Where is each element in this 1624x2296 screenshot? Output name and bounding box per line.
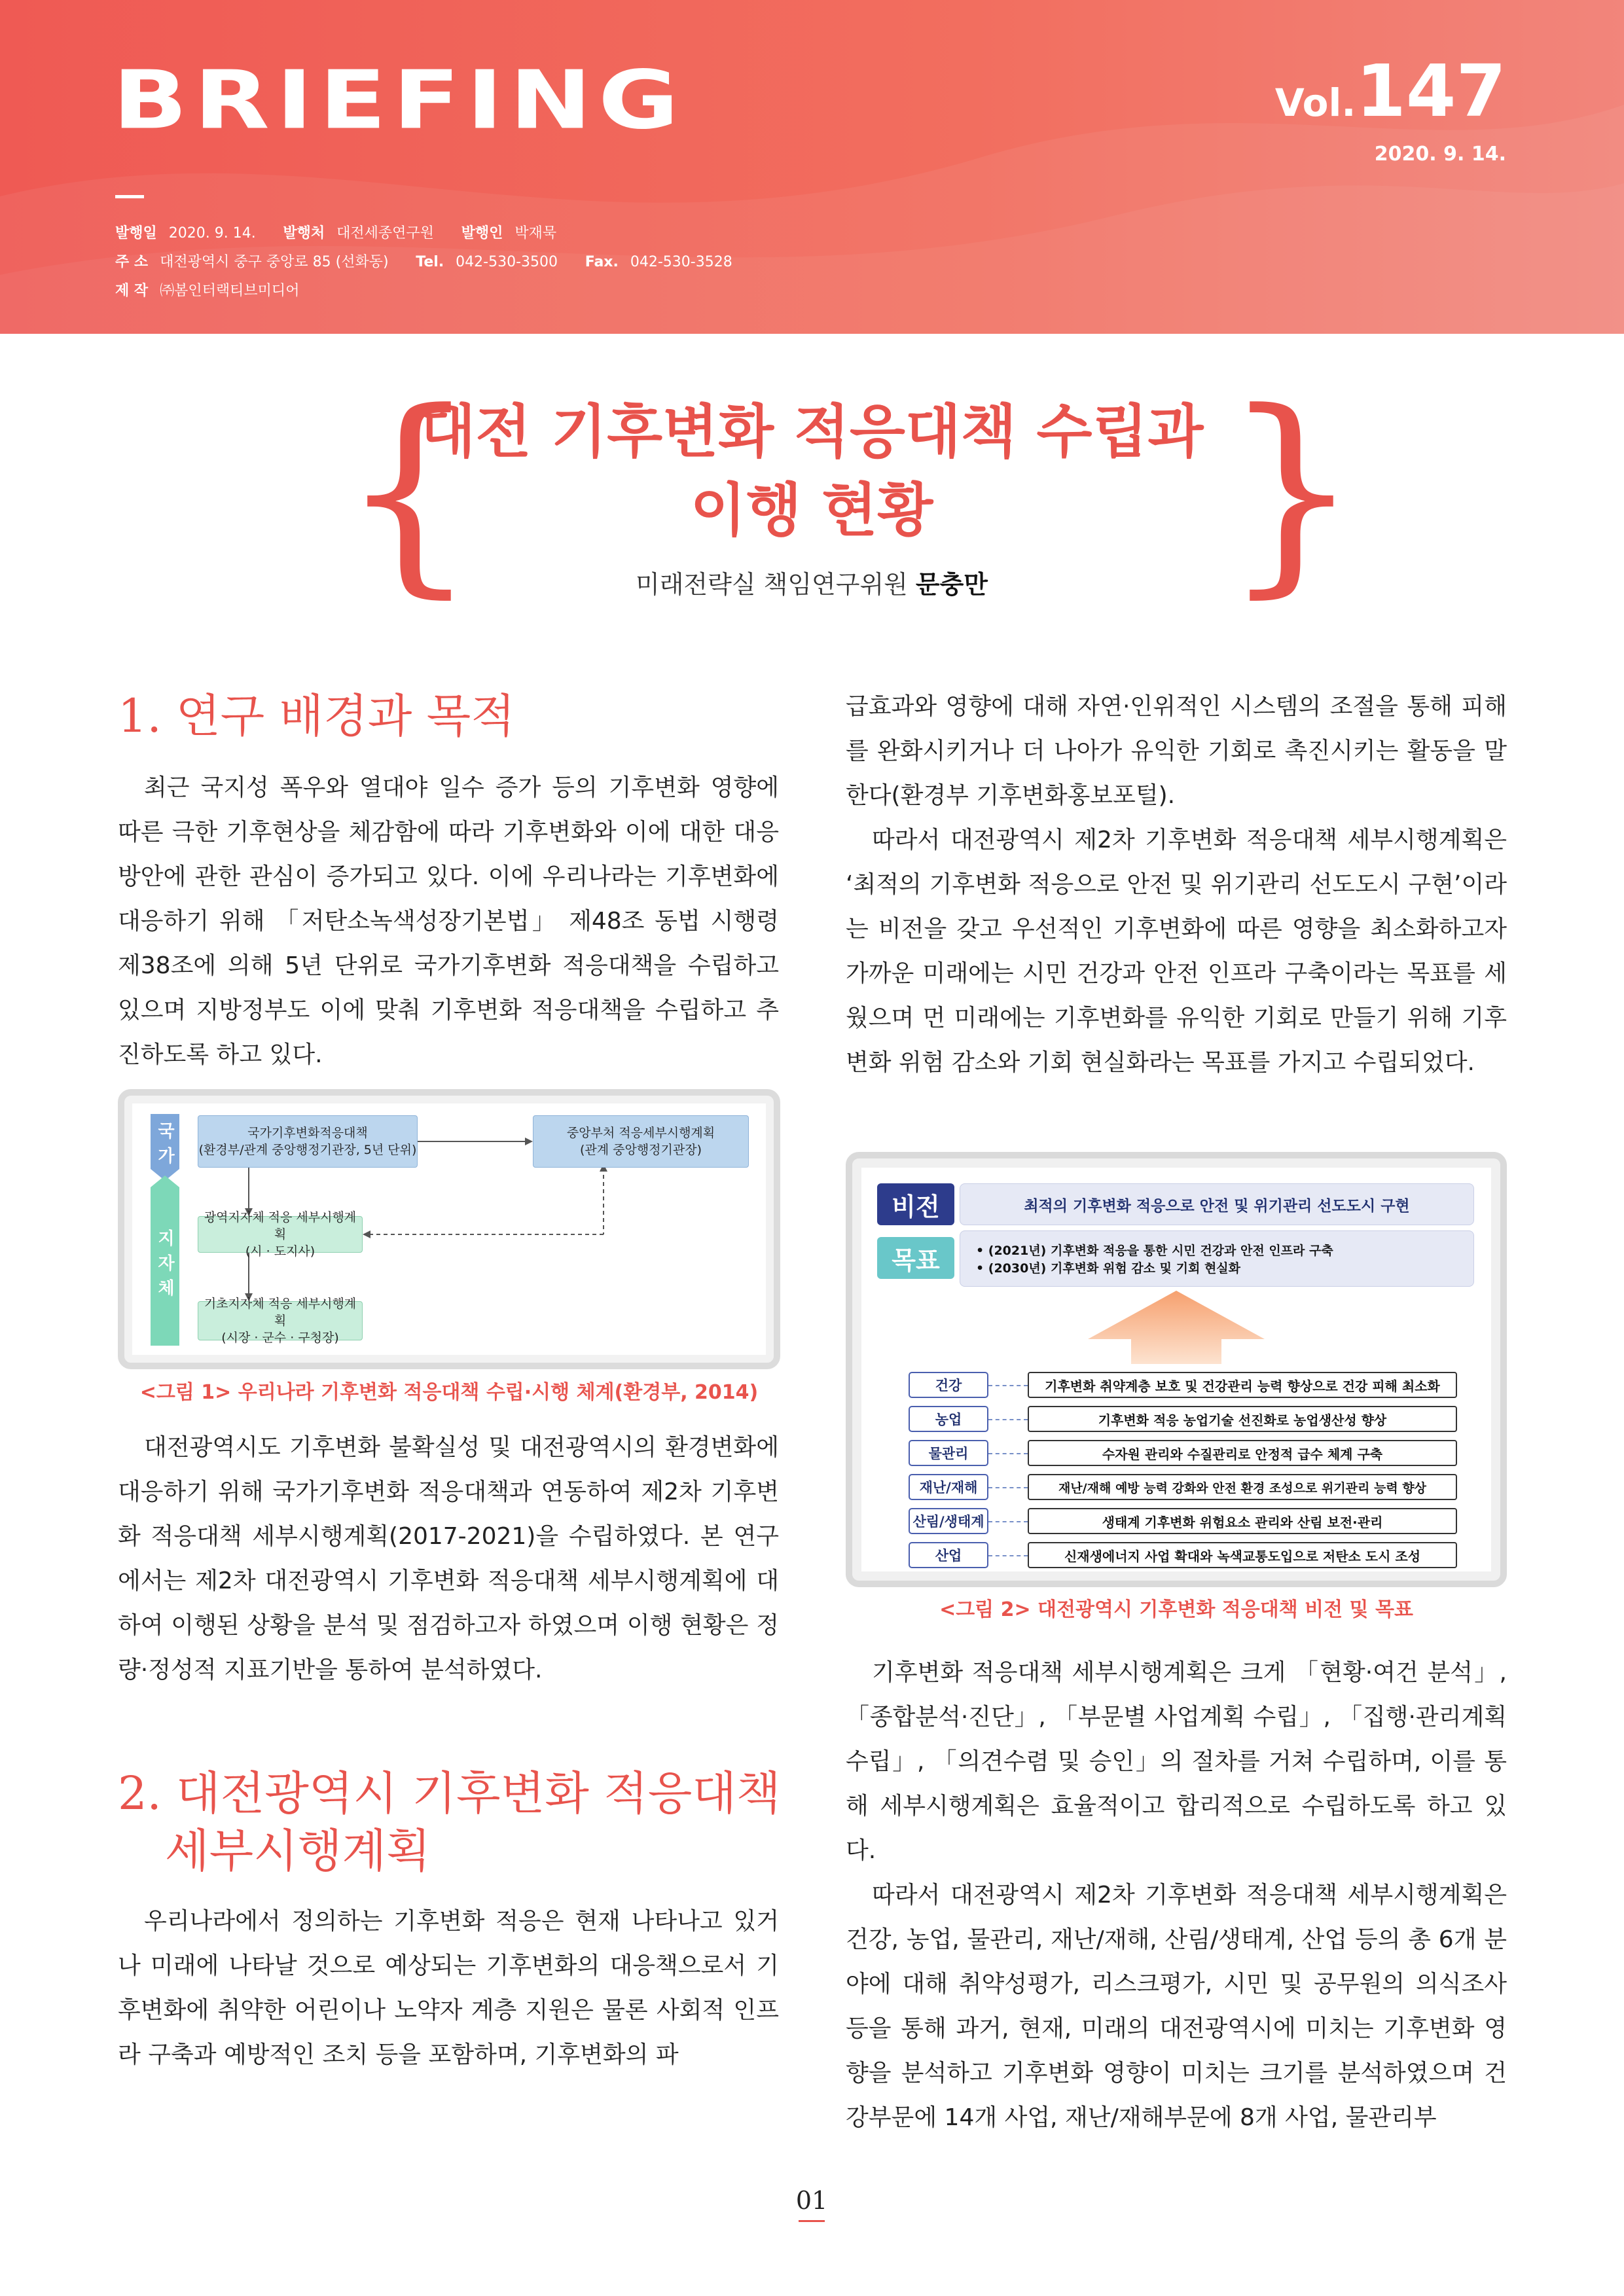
box-metro-line2: (시 · 도지사) xyxy=(245,1244,316,1259)
goal-label: 목표 xyxy=(877,1237,954,1279)
pub-value: 042-530-3528 xyxy=(630,254,732,270)
paragraph: 급효과와 영향에 대해 자연·인위적인 시스템의 조절을 통해 피해를 완화시키거나 더 나아가 유익한 기회로 촉진시키는 활동을 말한다(환경부 기후변화홍보포털). xyxy=(846,693,1507,809)
figure-1 xyxy=(118,1089,780,1369)
box-national-line2: (환경부/관계 중앙행정기관장, 5년 단위) xyxy=(198,1143,417,1157)
title-line-2: 이행 현황 xyxy=(690,476,933,544)
masthead xyxy=(0,0,1624,334)
paragraph: 대전광역시도 기후변화 불확실성 및 대전광역시의 환경변화에 대응하기 위해 국가기후변화 적응대책과 연동하여 제2차 기후변화 적응대책 세부시행계획(2017-2021)을 수립하였다. 본 연구에서는 제2차 대전광역시 기후변화 적응대책 세부시행계획에 대하여 이행된 상황을 분석 및 점검하고자 하였으며 이행 현황은 정량·정성적 지표기반을 통하여 분석하였다. xyxy=(118,1434,779,1683)
pub-value: 대전세종연구원 xyxy=(336,225,434,242)
section-2-heading xyxy=(118,1765,781,1880)
row-connector xyxy=(988,1419,1028,1420)
pub-label: Fax. xyxy=(585,254,619,270)
row-connector xyxy=(988,1487,1028,1488)
page-number-underline xyxy=(799,2220,825,2222)
category-industry: 산업 xyxy=(909,1542,988,1568)
pub-line-1 xyxy=(115,219,755,248)
vision-text: 최적의 기후변화 적응으로 안전 및 위기관리 선도도시 구현 xyxy=(960,1183,1474,1225)
volume-number xyxy=(1274,49,1506,133)
pub-label: 발행인 xyxy=(461,225,503,242)
paragraph: 따라서 대전광역시 제2차 기후변화 적응대책 세부시행계획은 ‘최적의 기후변화 적응으로 안전 및 위기관리 선도도시 구현’이라는 비전을 갖고 우선적인 기후변화에 따른 영향을 최소화하고자 가까운 미래에는 시민 건강과 안전 인프라 구축이라는 목표를 세웠으며 먼 미래에는 기후변화를 유익한 기회로 만들기 위해 기후변화 위험 감소와 기회 현실화라는 목표를 가지고 수립되었다. xyxy=(846,827,1507,1076)
issue-date: 2020. 9. 14. xyxy=(1374,143,1506,166)
author-name: 문충만 xyxy=(915,570,988,599)
box-basic-line2: (시장 · 군수 · 구청장) xyxy=(221,1331,339,1345)
figure-1-caption: <그림 1> 우리나라 기후변화 적응대책 수립·시행 체계(환경부, 2014) xyxy=(139,1381,759,1404)
section-2-heading-line2: 세부시행계획 xyxy=(165,1824,431,1878)
row-industry: 신재생에너지 사업 확대와 녹색교통도입으로 저탄소 도시 조성 xyxy=(1028,1542,1457,1568)
row-connector xyxy=(988,1555,1028,1556)
briefing-logo: BRIEFING xyxy=(113,54,686,147)
left-brace-decoration: { xyxy=(340,365,478,617)
row-disaster: 재난/재해 예방 능력 강화와 안전 환경 조성으로 위기관리 능력 향상 xyxy=(1028,1474,1457,1500)
row-connector xyxy=(988,1521,1028,1522)
row-water: 수자원 관리와 수질관리로 안정적 급수 체계 구축 xyxy=(1028,1440,1457,1466)
page-number: 01 xyxy=(795,2186,828,2215)
vol-word: Vol. xyxy=(1274,81,1356,125)
category-disaster: 재난/재해 xyxy=(909,1474,988,1500)
box-basic-line1: 기초지자체 적응 세부시행계획 xyxy=(204,1297,357,1328)
author-dept: 미래전략실 책임연구위원 xyxy=(636,570,908,599)
row-agriculture: 기후변화 적응 농업기술 선진화로 농업생산성 향상 xyxy=(1028,1406,1457,1432)
row-forest: 생태계 기후변화 위험요소 관리와 산림 보전·관리 xyxy=(1028,1508,1457,1534)
section-2-heading-line1: 2. 대전광역시 기후변화 적응대책 xyxy=(118,1767,781,1820)
row-connector xyxy=(988,1385,1028,1386)
pub-label: 발행일 xyxy=(115,225,157,242)
byline xyxy=(419,564,1204,600)
category-water: 물관리 xyxy=(909,1440,988,1466)
box-central-plan xyxy=(533,1115,749,1168)
pub-label: 주 소 xyxy=(115,254,149,270)
right-brace-decoration: } xyxy=(1223,365,1360,617)
row-health: 기후변화 취약계층 보호 및 건강관리 능력 향상으로 건강 피해 최소화 xyxy=(1028,1372,1457,1398)
box-metro-plan xyxy=(198,1210,363,1259)
category-forest: 산림/생태계 xyxy=(909,1508,988,1534)
box-metro-line1: 광역지자체 적응 세부시행계획 xyxy=(204,1210,357,1242)
publication-info xyxy=(115,219,755,306)
pub-value: 대전광역시 중구 중앙로 85 (선화동) xyxy=(160,254,389,270)
category-health: 건강 xyxy=(909,1372,988,1398)
pub-line-3 xyxy=(115,277,755,306)
title-line-1: 대전 기후변화 적응대책 수립과 xyxy=(420,398,1204,465)
right-column-text-bottom xyxy=(846,1651,1507,2140)
section-1-heading: 1. 연구 배경과 목적 xyxy=(118,689,515,743)
box-central-line1: 중앙부처 적응세부시행계획 xyxy=(566,1126,715,1140)
category-agriculture: 농업 xyxy=(909,1406,988,1432)
row-connector xyxy=(988,1453,1028,1454)
pub-value: 박재묵 xyxy=(514,225,557,242)
paragraph: 기후변화 적응대책 세부시행계획은 크게 「현황·여건 분석」, 「종합분석·진단」, 「부문별 사업계획 수립」, 「집행·관리계획 수립」, 「의견수렴 및 승인」의 절차를 거쳐 수립하며, 이를 통해 세부시행계획은 효율적이고 합리적으로 수립하도록 하고 있다. xyxy=(846,1659,1507,1864)
header-rule xyxy=(115,195,144,198)
paragraph: 따라서 대전광역시 제2차 기후변화 적응대책 세부시행계획은 건강, 농업, 물관리, 재난/재해, 산림/생태계, 산업 등의 총 6개 분야에 대해 취약성평가, 리스크평가, 시민 및 공무원의 의식조사 등을 통해 과거, 현재, 미래의 대전광역시에 미치는 기후변화 영향을 분석하고 기후변화 영향이 미치는 크기를 분석하였으며 건강부문에 14개 사업, 재난/재해부문에 8개 사업, 물관리부 xyxy=(846,1882,1507,2131)
figure-2-body xyxy=(861,1168,1491,1571)
box-national-plan xyxy=(198,1115,418,1168)
pub-value: 2020. 9. 14. xyxy=(168,225,256,242)
goal-item-1: • (2021년) 기후변화 적응을 통한 시민 건강과 안전 인프라 구축 xyxy=(976,1244,1333,1258)
paragraph: 우리나라에서 정의하는 기후변화 적응은 현재 나타나고 있거나 미래에 나타날 것으로 예상되는 기후변화의 대응책으로서 기후변화에 취약한 어린이나 노약자 계층 지원은 물론 사회적 인프라 구축과 예방적인 조치 등을 포함하며, 기후변화의 파 xyxy=(118,1908,779,2068)
pub-label: 제 작 xyxy=(115,283,149,299)
pub-value: ㈜봄인터랙티브미디어 xyxy=(160,283,300,299)
section-1-text xyxy=(118,766,779,1077)
figure-2-caption: <그림 2> 대전광역시 기후변화 적응대책 비전 및 목표 xyxy=(939,1598,1413,1621)
right-column-text-top xyxy=(846,685,1507,1085)
side-label-local: 지자체 xyxy=(154,1229,175,1304)
pub-label: 발행처 xyxy=(283,225,325,242)
vision-label: 비전 xyxy=(877,1183,954,1225)
goal-item-2: • (2030년) 기후변화 위험 감소 및 기회 현실화 xyxy=(976,1261,1241,1276)
paragraph: 최근 국지성 폭우와 열대야 일수 증가 등의 기후변화 영향에 따른 극한 기후현상을 체감함에 따라 기후변화와 이에 대한 대응 방안에 관한 관심이 증가되고 있다. 이에 우리나라는 기후변화에 대응하기 위해 「저탄소녹색성장기본법」 제48조 동법 시행령 제38조에 의해 5년 단위로 국가기후변화 적응대책을 수립하고 있으며 지방정부도 이에 맞춰 기후변화 적응대책을 수립하고 추진하도록 하고 있다. xyxy=(118,774,779,1068)
figure-1-body xyxy=(132,1103,766,1355)
side-label-national: 국가 xyxy=(154,1122,175,1172)
box-national-line1: 국가기후변화적응대책 xyxy=(247,1126,368,1140)
pub-label: Tel. xyxy=(416,254,444,270)
figure-2 xyxy=(846,1152,1507,1587)
pub-value: 042-530-3500 xyxy=(456,254,558,270)
section-2-text xyxy=(118,1899,779,2077)
section-1-text-continued xyxy=(118,1426,779,1693)
vol-num: 147 xyxy=(1356,49,1506,133)
pub-line-2 xyxy=(115,248,755,277)
box-basic-plan xyxy=(198,1297,363,1345)
box-central-line2: (관계 중앙행정기관장) xyxy=(579,1143,702,1157)
article-title xyxy=(419,393,1204,550)
